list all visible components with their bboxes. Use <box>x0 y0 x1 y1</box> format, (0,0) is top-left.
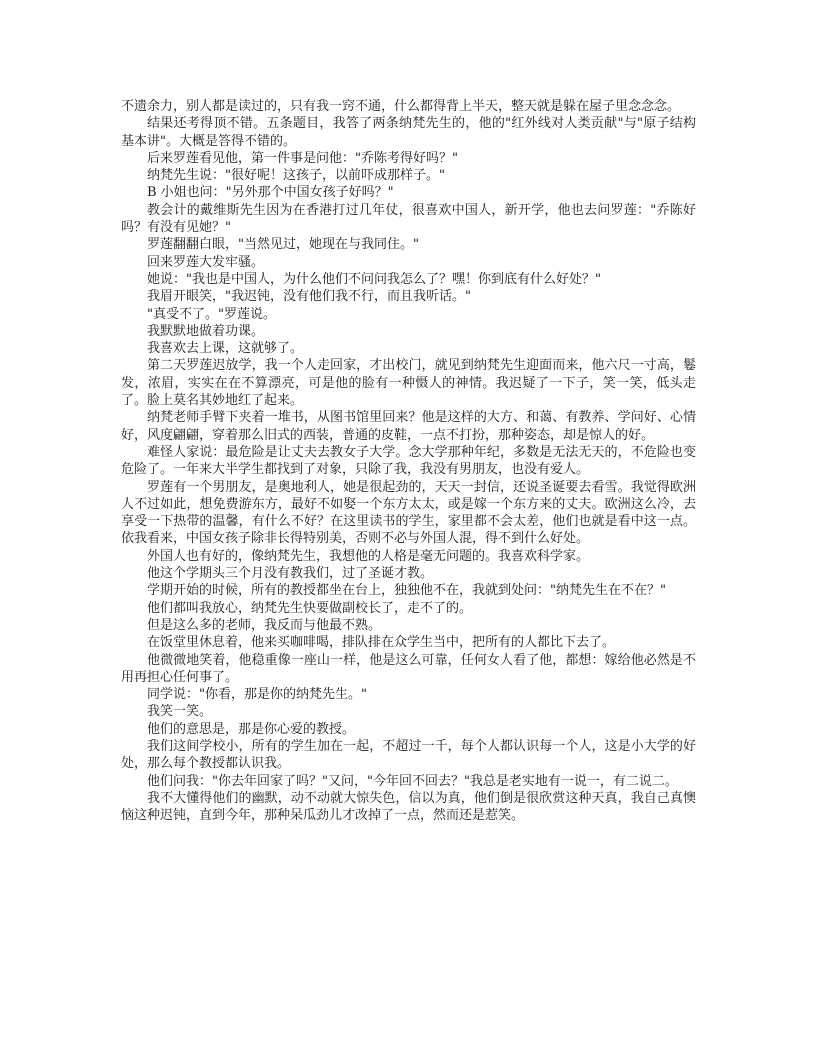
paragraph: 教会计的戴维斯先生因为在香港打过几年仗，很喜欢中国人，新开学，他也去问罗莲："乔陈好吗？有没有见她？" <box>121 202 696 236</box>
paragraph: 结果还考得顶不错。五条题目，我答了两条纳梵先生的，他的"红外线对人类贡献"与"原子结构基本讲"。大概是答得不错的。 <box>121 116 696 149</box>
paragraph: 罗莲翻翻白眼，"当然见过，她现在与我同住。" <box>147 237 419 253</box>
paragraph: 他们都叫我放心，纳梵先生快要做副校长了，走不了的。 <box>147 600 473 616</box>
paragraph: 我不大懂得他们的幽默，动不动就大惊失色，信以为真，他们倒是很欣赏这种天真，我自己真懊恼这种迟钝，直到今年，那种呆瓜劲儿才改掉了一点，然而还是惹笑。 <box>121 790 696 824</box>
paragraph: 他微微地笑着，他稳重像一座山一样，他是这么可靠，任何女人看了他，都想：嫁给他必然是不用再担心任何事了。 <box>121 652 696 685</box>
paragraph: 同学说："你看，那是你的纳梵先生。" <box>147 687 367 703</box>
paragraph: 但是这么多的老师，我反而与他最不熟。 <box>147 617 382 633</box>
paragraph: 我默默地做着功课。 <box>147 323 265 339</box>
paragraph: 罗莲有一个男朋友，是奥地利人，她是很起劲的，天天一封信，还说圣诞要去看雪。我觉得欧洲人不过如此，想免费游东方，最好不如娶一个东方太太，或是嫁一个东方来的丈夫。欧洲这么冷，去享受一下热带的温馨，有什么不好？在这里读书的学生，家里都不会太差，他们也就是看中这一点。依我看来，中国女孩子除非长得特别美，否则不必与外国人混，得不到什么好处。 <box>121 479 696 547</box>
paragraph: 纳梵先生说："很好呢！这孩子，以前吓成那样子。" <box>147 168 445 184</box>
paragraph: "真受不了。"罗莲说。 <box>147 306 276 322</box>
paragraph: 他们的意思是，那是你心爱的教授。 <box>147 721 356 737</box>
paragraph: 他这个学期头三个月没有教我们，过了圣诞才教。 <box>147 566 434 582</box>
paragraph: 回来罗莲大发牢骚。 <box>147 254 265 270</box>
paragraph: 我笑一笑。 <box>147 704 213 720</box>
paragraph: 第二天罗莲迟放学，我一个人走回家，才出校门，就见到纳梵先生迎面而来，他六尺一寸高，鬈发，浓眉，实实在在不算漂亮，可是他的脸有一种慑人的神情。我迟疑了一下子，笑一笑，低头走了。脸上莫名其妙地红了起来。 <box>121 358 696 409</box>
paragraph: 难怪人家说：最危险是让丈夫去教女子大学。念大学那种年纪，多数是无法无天的，不危险也变危险了。一年来大半学生都找到了对象，只除了我，我没有男朋友，也没有爱人。 <box>121 444 696 478</box>
paragraph: 我喜欢去上课，这就够了。 <box>147 341 304 357</box>
paragraph: 我们这间学校小，所有的学生加在一起，不超过一千，每个人都认识每一个人，这是小大学的好处，那么每个教授都认识我。 <box>121 738 696 772</box>
paragraph: 外国人也有好的，像纳梵先生，我想他的人格是毫无问题的。我喜欢科学家。 <box>147 548 590 564</box>
paragraph: 她说："我也是中国人，为什么他们不问问我怎么了？嘿！你到底有什么好处？" <box>147 271 601 287</box>
document-page <box>121 98 696 824</box>
paragraph: B 小姐也问："另外那个中国女孩子好吗？" <box>147 185 394 201</box>
paragraph: 学期开始的时候，所有的教授都坐在台上，独独他不在，我就到处问："纳梵先生在不在？" <box>147 583 666 599</box>
paragraph: 纳梵老师手臂下夹着一堆书，从图书馆里回来？他是这样的大方、和蔼、有教养、学问好、心情好，风度翩翩，穿着那么旧式的西装，普通的皮鞋，一点不打扮，那种姿态，却是惊人的好。 <box>121 410 696 443</box>
paragraph: 后来罗莲看见他，第一件事是问他："乔陈考得好吗？" <box>147 150 458 166</box>
paragraph: 他们问我："你去年回家了吗？"又问，"今年回不回去？"我总是老实地有一说一，有二说二。 <box>147 773 678 789</box>
paragraph: 不遗余力，别人都是读过的，只有我一窍不通，什么都得背上半天，整天就是躲在屋子里念念念。 <box>121 99 681 114</box>
paragraph: 我眉开眼笑，"我迟钝，没有他们我不行，而且我听话。" <box>147 289 471 305</box>
paragraph: 在饭堂里休息着，他来买咖啡喝，排队排在众学生当中，把所有的人都比下去了。 <box>147 635 616 651</box>
